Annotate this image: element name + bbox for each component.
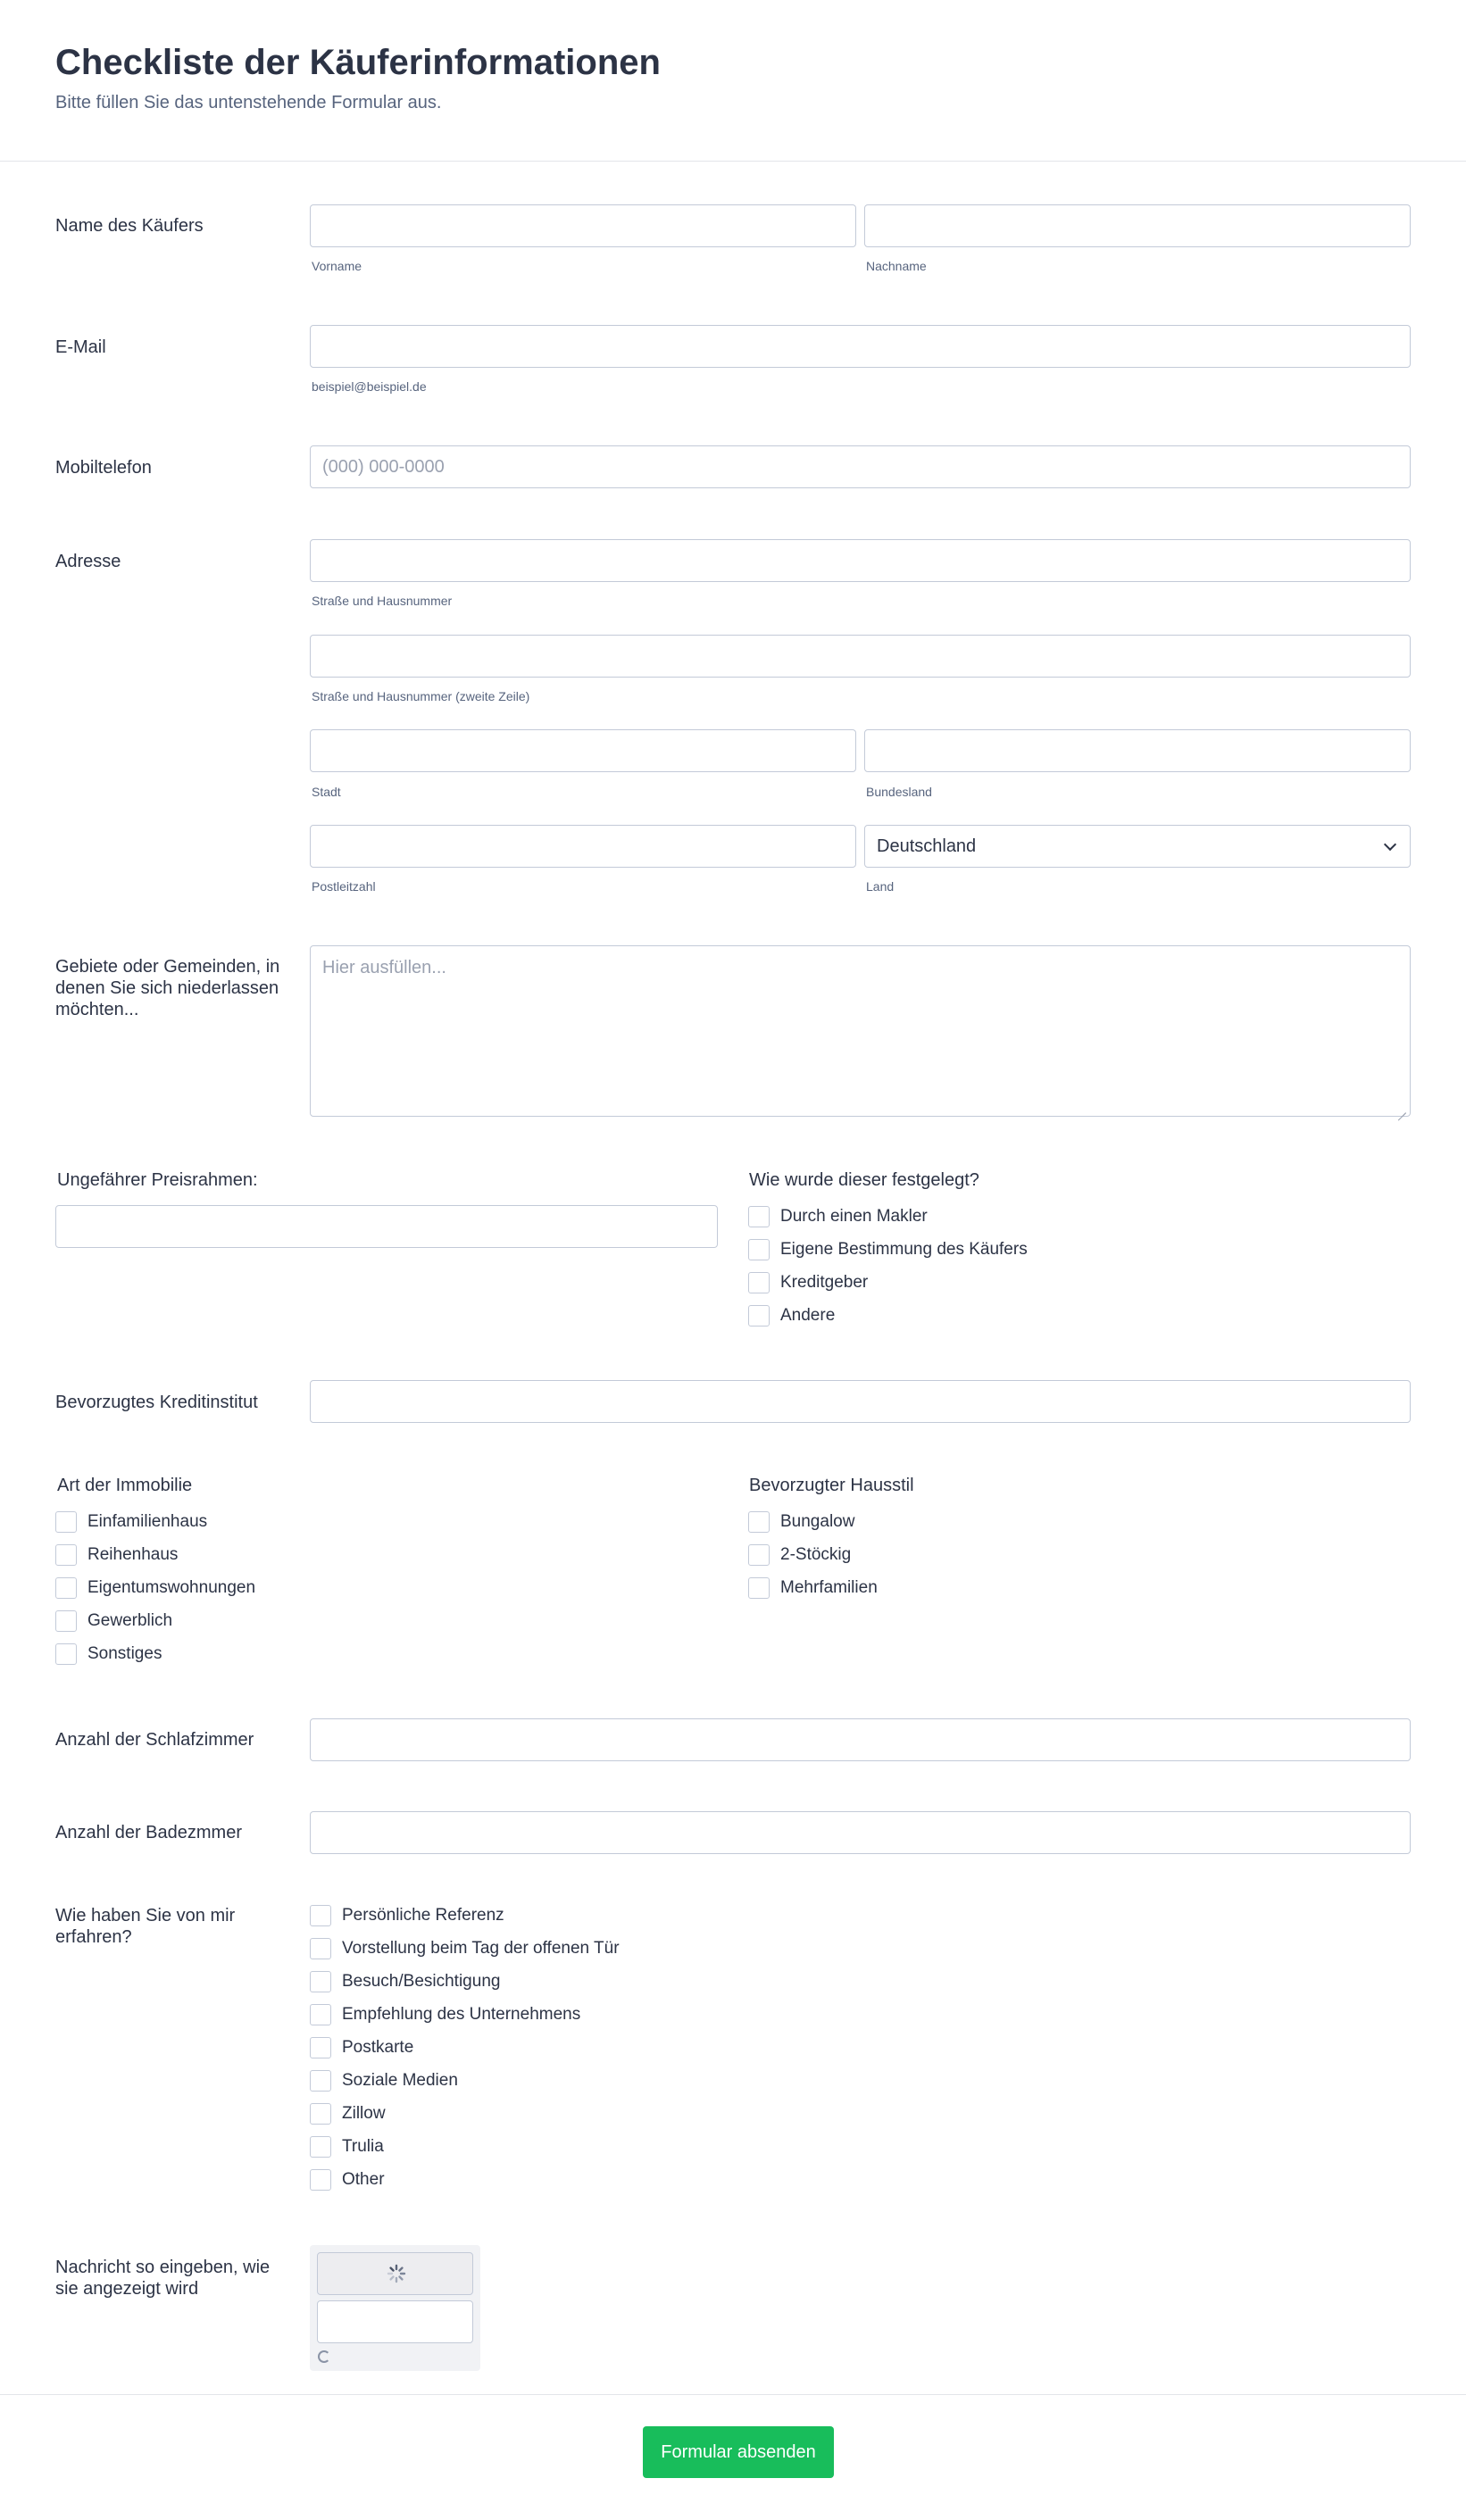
checkbox[interactable]: [748, 1239, 770, 1260]
checkbox[interactable]: [310, 2004, 331, 2025]
mobile-label: Mobiltelefon: [55, 458, 152, 478]
price-basis-options: [748, 1200, 1028, 1332]
referral-label: Wie haben Sie von mir erfahren?: [55, 1906, 236, 1947]
referral-options: [310, 1899, 620, 2196]
checkbox[interactable]: [748, 1272, 770, 1293]
house-style-label: Bevorzugter Hausstil: [749, 1476, 914, 1495]
last-name-sublabel: Nachname: [866, 259, 927, 273]
checkbox[interactable]: [55, 1511, 77, 1533]
referral-option-visit[interactable]: Besuch/Besichtigung: [310, 1965, 620, 1998]
referral-option-trulia[interactable]: Trulia: [310, 2130, 620, 2163]
captcha-image: [317, 2252, 473, 2295]
price-input[interactable]: [55, 1205, 718, 1248]
house-style-options: [748, 1505, 878, 1604]
zip-input[interactable]: [310, 825, 856, 868]
checkbox[interactable]: [55, 1577, 77, 1599]
price-basis-label: Wie wurde dieser festgelegt?: [749, 1170, 979, 1190]
lender-label: Bevorzugtes Kreditinstitut: [55, 1393, 258, 1412]
property-type-option-commercial[interactable]: Gewerblich: [55, 1604, 255, 1637]
form-subtitle: Bitte füllen Sie das untenstehende Formular aus.: [55, 93, 442, 112]
referral-option-open-house[interactable]: Vorstellung beim Tag der offenen Tür: [310, 1932, 620, 1965]
property-type-label: Art der Immobilie: [57, 1476, 193, 1495]
checkbox[interactable]: [310, 2169, 331, 2191]
street2-input[interactable]: [310, 635, 1411, 678]
checkbox[interactable]: [310, 2037, 331, 2058]
checkbox[interactable]: [310, 2136, 331, 2158]
footer-divider: [0, 2394, 1466, 2395]
price-basis-option-other[interactable]: Andere: [748, 1299, 1028, 1332]
first-name-input[interactable]: [310, 204, 856, 247]
state-input[interactable]: [864, 729, 1411, 772]
checkbox[interactable]: [55, 1610, 77, 1632]
last-name-input[interactable]: [864, 204, 1411, 247]
form-title: Checkliste der Käuferinformationen: [55, 43, 661, 82]
checkbox[interactable]: [748, 1511, 770, 1533]
country-select[interactable]: [864, 825, 1411, 868]
buyer-name-label: Name des Käufers: [55, 216, 204, 236]
bathrooms-label: Anzahl der Badezmmer: [55, 1823, 242, 1842]
city-sublabel: Stadt: [312, 785, 341, 799]
mobile-input[interactable]: [310, 445, 1411, 488]
email-input[interactable]: [310, 325, 1411, 368]
property-type-option-townhouse[interactable]: Reihenhaus: [55, 1538, 255, 1571]
price-basis-option-lender[interactable]: Kreditgeber: [748, 1266, 1028, 1299]
resize-grip-icon[interactable]: [1397, 1104, 1406, 1113]
zip-sublabel: Postleitzahl: [312, 879, 376, 894]
bedrooms-label: Anzahl der Schlafzimmer: [55, 1730, 254, 1750]
email-sublabel: beispiel@beispiel.de: [312, 379, 427, 394]
house-style-option-two-story[interactable]: 2-Stöckig: [748, 1538, 878, 1571]
checkbox[interactable]: [748, 1577, 770, 1599]
areas-textarea[interactable]: [310, 945, 1411, 1117]
referral-option-postcard[interactable]: Postkarte: [310, 2031, 620, 2064]
checkbox[interactable]: [310, 2070, 331, 2092]
referral-option-personal[interactable]: Persönliche Referenz: [310, 1899, 620, 1932]
checkbox[interactable]: [748, 1305, 770, 1327]
house-style-option-multi-family[interactable]: Mehrfamilien: [748, 1571, 878, 1604]
street2-sublabel: Straße und Hausnummer (zweite Zeile): [312, 689, 530, 703]
price-label: Ungefährer Preisrahmen:: [57, 1170, 258, 1190]
property-type-option-single-family[interactable]: Einfamilienhaus: [55, 1505, 255, 1538]
form-header: [0, 0, 1466, 162]
first-name-sublabel: Vorname: [312, 259, 362, 273]
chevron-down-icon: [1384, 837, 1396, 850]
street-sublabel: Straße und Hausnummer: [312, 594, 453, 608]
areas-label: Gebiete oder Gemeinden, in denen Sie sich niederlassen möchten...: [55, 957, 280, 1019]
house-style-option-bungalow[interactable]: Bungalow: [748, 1505, 878, 1538]
checkbox[interactable]: [748, 1206, 770, 1227]
checkbox[interactable]: [310, 2103, 331, 2125]
checkbox[interactable]: [310, 1971, 331, 1992]
bathrooms-input[interactable]: [310, 1811, 1411, 1854]
referral-option-social[interactable]: Soziale Medien: [310, 2064, 620, 2097]
loading-spinner-icon: [387, 2264, 406, 2283]
checkbox[interactable]: [310, 1938, 331, 1959]
state-sublabel: Bundesland: [866, 785, 932, 799]
country-sublabel: Land: [866, 879, 895, 894]
lender-input[interactable]: [310, 1380, 1411, 1423]
property-type-options: [55, 1505, 255, 1670]
price-basis-option-buyer[interactable]: Eigene Bestimmung des Käufers: [748, 1233, 1028, 1266]
checkbox[interactable]: [748, 1544, 770, 1566]
captcha-widget: [310, 2245, 480, 2371]
checkbox[interactable]: [55, 1643, 77, 1665]
referral-option-zillow[interactable]: Zillow: [310, 2097, 620, 2130]
submit-button[interactable]: Formular absenden: [643, 2426, 834, 2478]
price-basis-option-makler[interactable]: Durch einen Makler: [748, 1200, 1028, 1233]
refresh-icon[interactable]: [318, 2350, 330, 2363]
email-label: E-Mail: [55, 337, 106, 357]
address-label: Adresse: [55, 552, 121, 571]
captcha-label: Nachricht so eingeben, wie sie angezeigt wird: [55, 2258, 271, 2299]
bedrooms-input[interactable]: [310, 1718, 1411, 1761]
country-select-value: Deutschland: [877, 836, 977, 856]
property-type-option-other[interactable]: Sonstiges: [55, 1637, 255, 1670]
street-input[interactable]: [310, 539, 1411, 582]
referral-option-other[interactable]: Other: [310, 2163, 620, 2196]
checkbox[interactable]: [310, 1905, 331, 1926]
property-type-option-condo[interactable]: Eigentumswohnungen: [55, 1571, 255, 1604]
referral-option-company[interactable]: Empfehlung des Unternehmens: [310, 1998, 620, 2031]
city-input[interactable]: [310, 729, 856, 772]
checkbox[interactable]: [55, 1544, 77, 1566]
captcha-input[interactable]: [317, 2300, 473, 2343]
